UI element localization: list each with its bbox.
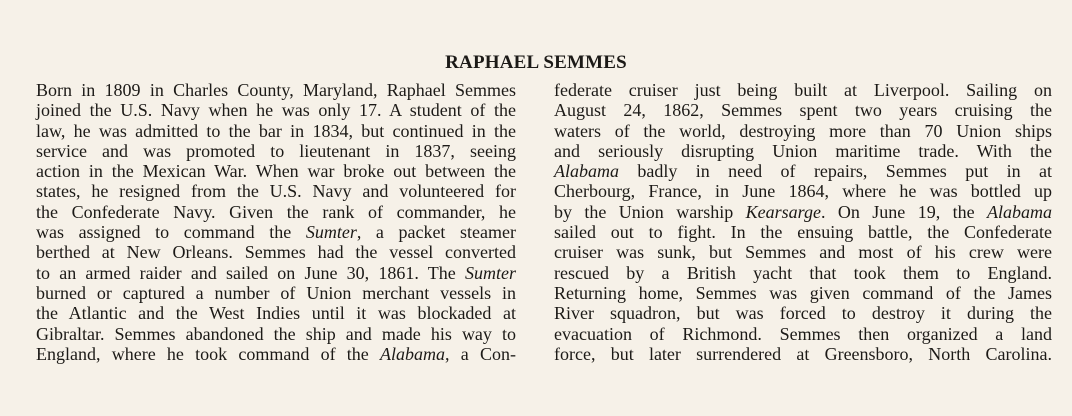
text-segment: to an armed raider and sailed on June 30, 1861. The xyxy=(36,262,465,283)
text-line xyxy=(554,141,1052,161)
text-segment: berthed at New Orleans. Semmes had the vessel converted xyxy=(36,242,516,263)
text-segment: Born in 1809 in Charles County, Maryland, Raphael Semmes xyxy=(36,80,516,100)
text-segment: law, he was admitted to the bar in 1834, but continued in the xyxy=(36,120,516,141)
text-segment: waters of the world, destroying more than 70 Union ships xyxy=(554,120,1052,141)
text-line xyxy=(554,303,1052,323)
text-line xyxy=(554,80,1052,100)
text-segment: , a packet steamer xyxy=(356,222,516,243)
text-segment: badly in need of repairs, Semmes put in at xyxy=(619,161,1052,182)
text-line xyxy=(36,161,516,181)
text-segment: cruiser was sunk, but Semmes and most of his crew were xyxy=(554,242,1052,263)
text-segment: action in the Mexican War. When war broke out between the xyxy=(36,161,516,182)
text-segment: states, he resigned from the U.S. Navy and volunteered for xyxy=(36,181,516,202)
text-segment: rescued by a British yacht that took them to England. xyxy=(554,262,1052,283)
text-segment: sailed out to fight. In the ensuing battle, the Confederate xyxy=(554,222,1052,243)
text-line xyxy=(36,242,516,262)
text-line xyxy=(36,303,516,323)
italic-text: Kearsarge xyxy=(745,201,821,222)
text-line xyxy=(554,324,1052,344)
text-line xyxy=(36,202,516,222)
text-segment: Gibraltar. Semmes abandoned the ship and made his way to xyxy=(36,323,516,344)
text-segment: . On June 19, the xyxy=(820,201,988,222)
text-line xyxy=(554,283,1052,303)
text-line xyxy=(554,202,1052,222)
text-line xyxy=(36,141,516,161)
text-line xyxy=(36,263,516,283)
text-segment: August 24, 1862, Semmes spent two years cruising the xyxy=(554,100,1052,121)
text-line xyxy=(36,80,516,100)
text-segment: and seriously disrupting Union maritime trade. With the xyxy=(554,140,1052,161)
text-segment: joined the U.S. Navy when he was only 17. A student of the xyxy=(36,100,516,121)
text-line xyxy=(36,222,516,242)
text-segment: federate cruiser just being built at Liverpool. Sailing on xyxy=(554,80,1052,100)
text-line xyxy=(36,121,516,141)
article-title: RAPHAEL SEMMES xyxy=(445,52,627,73)
text-segment: England, where he took command of the xyxy=(36,343,381,364)
italic-text: Sumter xyxy=(465,262,516,283)
text-line xyxy=(554,263,1052,283)
text-line xyxy=(554,222,1052,242)
text-line xyxy=(554,161,1052,181)
text-line xyxy=(36,283,516,303)
italic-text: Alabama xyxy=(554,161,619,182)
italic-text: Alabama xyxy=(987,201,1053,222)
text-line xyxy=(36,344,516,364)
text-segment: Cherbourg, France, in June 1864, where he was bottled up xyxy=(554,181,1052,202)
text-line xyxy=(36,324,516,344)
italic-text: Alabama xyxy=(380,343,446,364)
text-segment: the Atlantic and the West Indies until it was blockaded at xyxy=(36,303,516,324)
italic-text: Sumter xyxy=(305,222,357,243)
text-line xyxy=(554,100,1052,120)
text-segment: River squadron, but was forced to destroy it during the xyxy=(554,303,1052,324)
text-segment: Returning home, Semmes was given command of the James xyxy=(554,282,1052,303)
text-segment: force, but later surrendered at Greensboro, North Carolina. xyxy=(554,343,1052,364)
text-segment: the Confederate Navy. Given the rank of commander, he xyxy=(36,201,516,222)
right-text-column xyxy=(554,80,1052,364)
text-segment: service and was promoted to lieutenant in 1837, seeing xyxy=(36,140,516,161)
text-segment: , a Con- xyxy=(445,343,516,364)
text-line xyxy=(554,121,1052,141)
text-line xyxy=(554,242,1052,262)
text-segment: by the Union warship xyxy=(554,201,746,222)
left-text-column xyxy=(36,80,516,364)
text-segment: burned or captured a number of Union merchant vessels in xyxy=(36,282,516,303)
text-line xyxy=(36,100,516,120)
text-segment: was assigned to command the xyxy=(36,222,306,243)
text-segment: evacuation of Richmond. Semmes then organized a land xyxy=(554,323,1052,344)
text-line xyxy=(36,181,516,201)
text-line xyxy=(554,344,1052,364)
text-line xyxy=(554,181,1052,201)
